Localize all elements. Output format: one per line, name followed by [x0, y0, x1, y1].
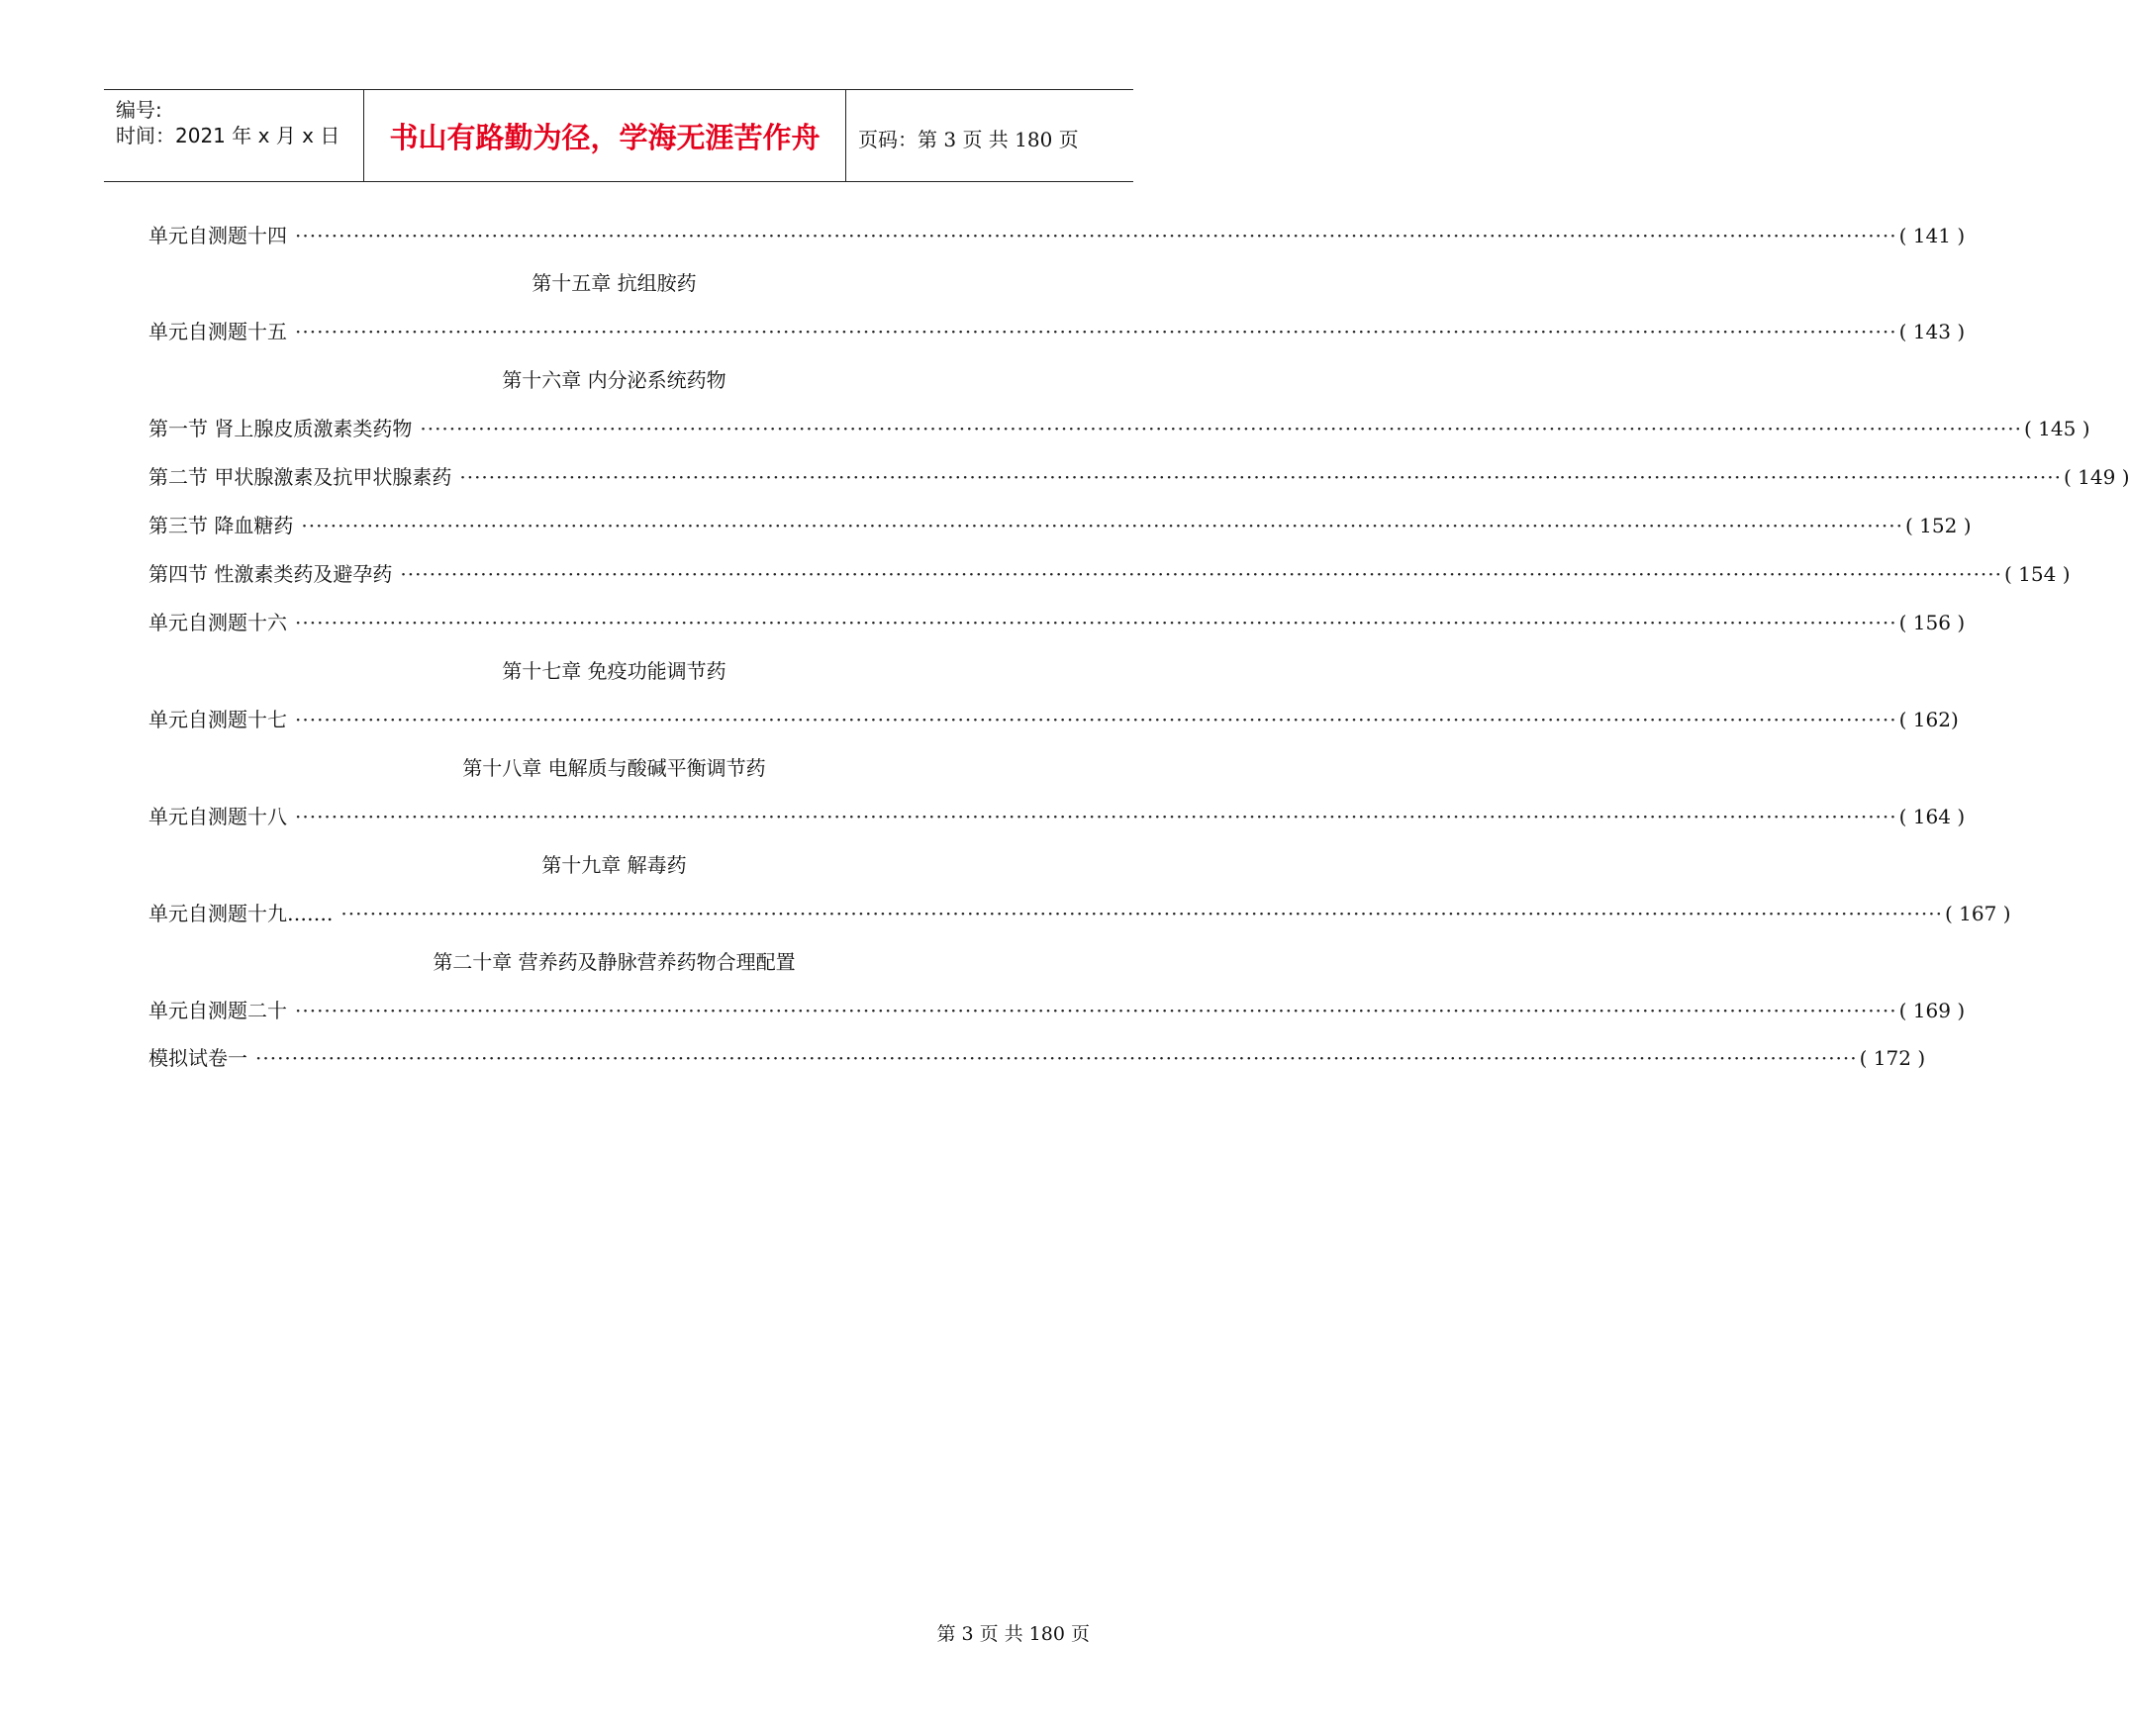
chapter-heading: 第十六章 内分泌系统药物: [502, 368, 726, 392]
toc-entry-page: ( 164 ): [1898, 805, 1966, 828]
chapter-heading: 第十七章 免疫功能调节药: [502, 659, 726, 683]
toc-entry[interactable]: [148, 898, 2011, 926]
page-header: [104, 89, 1133, 182]
toc-leader-dots: ····························································································································································································································: [400, 562, 2002, 586]
toc-entry-title: 单元自测题十七: [148, 708, 287, 731]
toc-entry-page: ( 152 ): [1905, 514, 1972, 537]
time-label: 时间：2021 年 x 月 x 日: [116, 124, 340, 147]
toc-entry-title: 单元自测题十四: [148, 224, 287, 247]
toc-entry[interactable]: [148, 461, 2130, 490]
toc-entry[interactable]: [148, 413, 2090, 441]
toc-entry[interactable]: [148, 995, 1966, 1023]
toc-leader-dots: ····························································································································································································································: [340, 902, 1943, 925]
toc-leader-dots: ····························································································································································································································: [420, 417, 2022, 440]
chapter-heading: 第二十章 营养药及静脉营养药物合理配置: [433, 950, 796, 974]
toc-entry-title: 单元自测题十九…….: [148, 902, 334, 925]
toc-entry-page: ( 162): [1898, 708, 1959, 731]
header-motto-cell: [364, 90, 846, 181]
toc-entry-page: ( 145 ): [2024, 417, 2090, 440]
toc-entry[interactable]: [148, 704, 1959, 732]
toc-leader-dots: ····························································································································································································································: [459, 465, 2062, 489]
chapter-heading: 第十九章 解毒药: [541, 853, 687, 877]
toc-entry-page: ( 167 ): [1945, 902, 2011, 925]
toc-entry-title: 单元自测题十五: [148, 320, 287, 343]
toc-entry[interactable]: [148, 558, 2071, 587]
page-footer: 第 3 页 共 180 页: [936, 1623, 1090, 1645]
toc-entry-title: 单元自测题十八: [148, 805, 287, 828]
toc-entry[interactable]: [148, 510, 1972, 538]
header-right-cell: [846, 90, 1133, 181]
toc-entry-page: ( 154 ): [2004, 562, 2071, 586]
toc-entry-title: 第一节 肾上腺皮质激素类药物: [148, 417, 413, 440]
header-left-cell: [104, 90, 364, 181]
toc-entry[interactable]: [148, 607, 1966, 635]
toc-entry[interactable]: [148, 1042, 1926, 1071]
toc-entry-page: ( 143 ): [1898, 320, 1966, 343]
toc-entry-page: ( 141 ): [1898, 224, 1966, 247]
toc-entry-page: ( 169 ): [1898, 999, 1966, 1022]
toc-entry-page: ( 172 ): [1859, 1046, 1926, 1070]
toc-entry[interactable]: [148, 801, 1966, 829]
toc-entry-title: 第四节 性激素类药及避孕药: [148, 562, 393, 586]
toc-leader-dots: ····························································································································································································································: [295, 224, 1897, 247]
toc-leader-dots: ····························································································································································································································: [295, 708, 1897, 731]
toc-leader-dots: ····························································································································································································································: [301, 514, 1903, 537]
toc-leader-dots: ····························································································································································································································: [255, 1046, 1858, 1070]
toc-entry-title: 模拟试卷一: [148, 1046, 247, 1070]
header-page-info: 页码：第 3 页 共 180 页: [858, 128, 1079, 151]
toc-entry[interactable]: [148, 220, 1966, 248]
chapter-heading: 第十五章 抗组胺药: [532, 271, 697, 295]
toc-leader-dots: ····························································································································································································································: [295, 320, 1897, 343]
toc-entry-title: 单元自测题十六: [148, 611, 287, 634]
toc-entry-title: 第三节 降血糖药: [148, 514, 294, 537]
toc-leader-dots: ····························································································································································································································: [295, 999, 1897, 1022]
toc-entry-title: 单元自测题二十: [148, 999, 287, 1022]
serial-label: 编号:: [116, 98, 162, 122]
toc-leader-dots: ····························································································································································································································: [295, 805, 1897, 828]
header-motto: 书山有路勤为径，学海无涯苦作舟: [389, 121, 821, 154]
toc-leader-dots: ····························································································································································································································: [295, 611, 1897, 634]
chapter-heading: 第十八章 电解质与酸碱平衡调节药: [462, 756, 766, 780]
toc-entry-page: ( 149 ): [2064, 465, 2130, 489]
toc-entry-page: ( 156 ): [1898, 611, 1966, 634]
toc-entry[interactable]: [148, 316, 1966, 344]
toc-entry-title: 第二节 甲状腺激素及抗甲状腺素药: [148, 465, 452, 489]
